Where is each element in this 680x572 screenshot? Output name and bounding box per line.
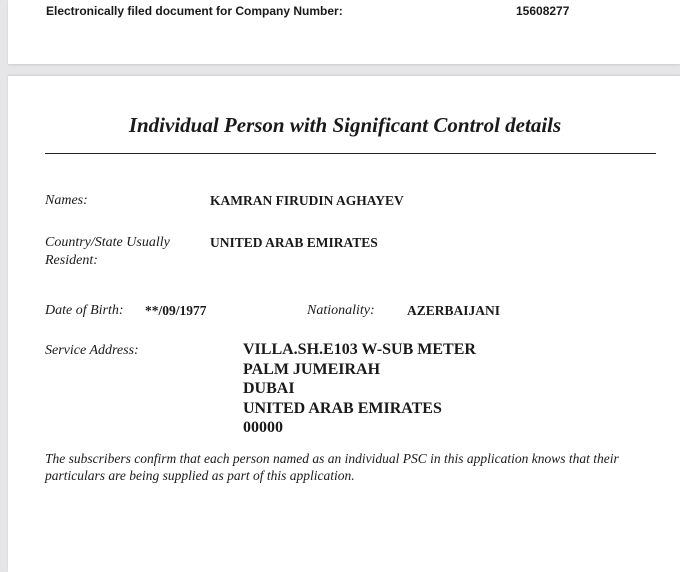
title-divider (45, 153, 656, 154)
country-label (45, 234, 170, 270)
address-line: 00000 (243, 419, 283, 436)
psc-details-page (8, 76, 680, 572)
names-value: KAMRAN FIRUDIN AGHAYEV (210, 193, 404, 208)
nationality-label: Nationality: (307, 303, 375, 318)
nationality-value: AZERBAIJANI (407, 303, 501, 318)
previous-page (8, 0, 680, 64)
country-value: UNITED ARAB EMIRATES (210, 235, 378, 250)
dob-value: **/09/1977 (145, 303, 207, 318)
service-address (243, 340, 476, 438)
address-line: DUBAI (243, 380, 295, 397)
company-number: 15608277 (516, 4, 570, 18)
dob-label: Date of Birth: (45, 303, 124, 318)
service-address-label: Service Address: (45, 343, 139, 358)
address-line: UNITED ARAB EMIRATES (243, 399, 442, 417)
address-line: VILLA.SH.E103 W-SUB METER (243, 341, 476, 358)
confirmation-statement: The subscribers confirm that each person named as an individual PSC in this application knows that their particulars are being supplied as part of this application. (45, 451, 619, 483)
page-title: Individual Person with Significant Control details (128, 113, 562, 137)
country-label-line1: Country/State Usually (45, 235, 170, 250)
filed-document-label: Electronically filed document for Company Number: (46, 4, 343, 18)
address-line: PALM JUMEIRAH (243, 360, 381, 378)
country-label-line2: Resident: (45, 253, 98, 268)
names-label: Names: (45, 193, 88, 208)
